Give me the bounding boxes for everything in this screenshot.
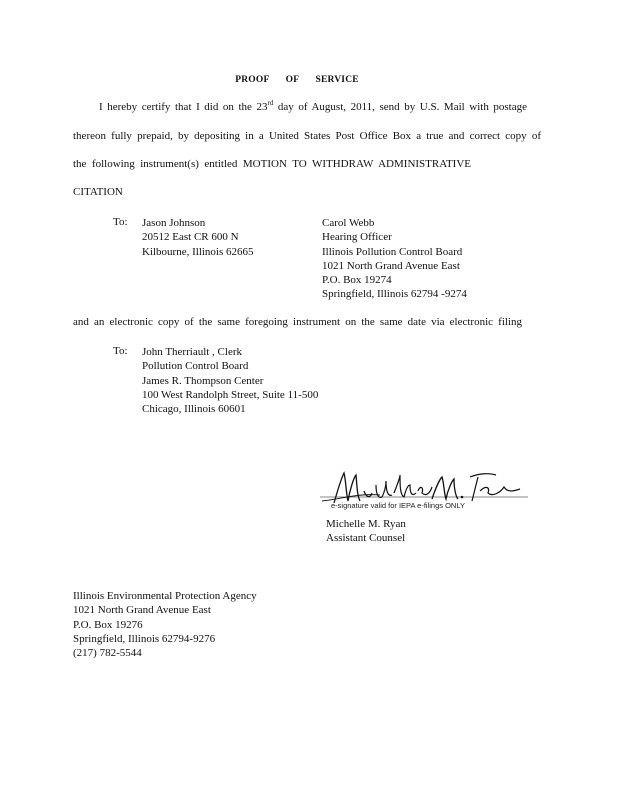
recipient-left-address (142, 216, 254, 259)
address-line: Pollution Control Board (142, 360, 249, 373)
certify-line-4: CITATION (73, 186, 123, 198)
electronic-filing-line: and an electronic copy of the same foregoing instrument on the same date via electronic filing (73, 316, 522, 328)
address-line: Illinois Environmental Protection Agency (73, 590, 257, 602)
address-line: P.O. Box 19276 (73, 618, 143, 631)
address-line: Springfield, Illinois 62794 -9274 (322, 288, 467, 301)
address-line: James R. Thompson Center (142, 374, 264, 387)
certify-line-1-start: I hereby certify that I did on the 23 (99, 101, 268, 113)
address-line: Springfield, Illinois 62794-9276 (73, 632, 216, 645)
address-line: 1021 North Grand Avenue East (322, 259, 460, 272)
ordinal-suffix: rd (267, 99, 274, 107)
address-line: 100 West Randolph Street, Suite 11-500 (142, 388, 319, 401)
to-label-2: To: (113, 345, 128, 357)
signer-block (326, 517, 406, 546)
address-line: Jason Johnson (142, 217, 206, 229)
agency-address (73, 589, 257, 660)
address-line: 1021 North Grand Avenue East (73, 604, 211, 617)
signature-caption: e-signature valid for IEPA e-filings ONLY (331, 501, 465, 510)
address-line: (217) 782-5544 (73, 647, 142, 660)
address-line: Illinois Pollution Control Board (322, 245, 463, 258)
signer-name: Michelle M. Ryan (326, 518, 406, 530)
certify-line-2: thereon fully prepaid, by depositing in a United States Post Office Box a true and correct copy of (73, 130, 541, 142)
address-line: Hearing Officer (322, 231, 392, 244)
address-line: P.O. Box 19274 (322, 274, 392, 287)
address-line: Kilbourne, Illinois 62665 (142, 245, 254, 258)
to-label: To: (113, 216, 128, 228)
address-line: 20512 East CR 600 N (142, 231, 239, 244)
signer-role: Assistant Counsel (326, 532, 406, 545)
address-line: John Therriault , Clerk (142, 346, 242, 358)
certify-line-1-end: day of August, 2011, send by U.S. Mail with postage (273, 101, 527, 113)
recipient-clerk-address (142, 345, 318, 416)
certify-line-3: the following instrument(s) entitled MOTION TO WITHDRAW ADMINISTRATIVE (73, 158, 471, 170)
recipient-right-address (322, 216, 467, 302)
address-line: Chicago, Illinois 60601 (142, 403, 246, 416)
document-title: PROOF OF SERVICE (235, 75, 359, 85)
address-line: Carol Webb (322, 217, 375, 229)
certify-line-1 (99, 101, 527, 113)
